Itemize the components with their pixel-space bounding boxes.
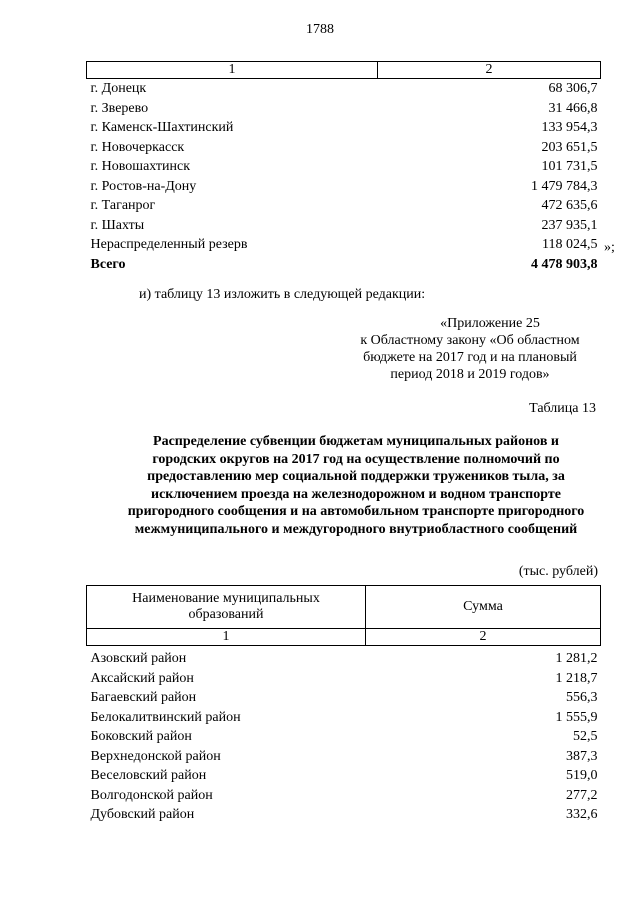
table-row xyxy=(87,138,601,158)
total-label: Всего xyxy=(90,256,126,272)
allocation-table-continued xyxy=(86,61,601,274)
table-header-row xyxy=(87,586,601,629)
column-number-row xyxy=(87,629,601,646)
row-value: 519,0 xyxy=(566,768,598,783)
total-value: 4 478 903,8 xyxy=(531,256,598,272)
row-name: Аксайский район xyxy=(90,670,194,686)
row-name: Белокалитвинский район xyxy=(90,709,241,725)
table-row xyxy=(87,708,601,728)
table-label: Таблица 13 xyxy=(529,401,596,416)
row-value: 277,2 xyxy=(566,787,598,803)
row-value: 387,3 xyxy=(566,748,598,764)
row-name: г. Зверево xyxy=(90,100,149,116)
column-number-1: 1 xyxy=(87,629,366,646)
heading-line: межмуниципального и междугородного внутриобластного сообщений xyxy=(134,521,578,537)
amendment-text: и) таблицу 13 изложить в следующей редакции: xyxy=(139,287,426,302)
units-label: (тыс. рублей) xyxy=(518,564,598,579)
row-name: г. Каменск-Шахтинский xyxy=(90,120,234,135)
row-value: 101 731,5 xyxy=(541,159,598,174)
row-name: Боковский район xyxy=(90,729,192,744)
column-number-2: 2 xyxy=(378,62,601,79)
table-row xyxy=(87,747,601,767)
column-number-1: 1 xyxy=(87,62,378,79)
row-name: Волгодонской район xyxy=(90,787,213,803)
row-name: г. Шахты xyxy=(90,217,145,233)
table-row xyxy=(87,669,601,689)
table-row xyxy=(87,727,601,747)
row-name: Дубовский район xyxy=(90,807,195,822)
header-line: Наименование муниципальных xyxy=(132,591,320,606)
table-row xyxy=(87,786,601,806)
subvention-table xyxy=(86,585,601,825)
row-name: г. Таганрог xyxy=(90,198,156,213)
heading-line: Распределение субвенции бюджетам муниципальных районов и xyxy=(153,434,559,449)
row-name: Нераспределенный резерв xyxy=(90,237,248,252)
table-row xyxy=(87,157,601,177)
row-value: 133 954,3 xyxy=(541,120,598,135)
column-header-sum: Сумма xyxy=(366,586,601,629)
row-value: 237 935,1 xyxy=(541,217,598,233)
heading-line: исключением проезда на железнодорожном и водном транспорте xyxy=(151,486,561,502)
row-value: 68 306,7 xyxy=(548,81,598,96)
heading-line: предоставлению мер социальной поддержки тружеников тыла, за xyxy=(147,469,565,485)
header-line: образований xyxy=(188,607,264,622)
row-name: г. Новошахтинск xyxy=(90,159,191,174)
row-name: г. Донецк xyxy=(90,81,147,96)
table-row xyxy=(87,216,601,236)
row-value: 472 635,6 xyxy=(541,198,598,213)
closing-quote: »; xyxy=(604,240,615,255)
table-header-row xyxy=(87,62,601,79)
table-row xyxy=(87,79,601,99)
column-number-2: 2 xyxy=(366,629,601,646)
total-row xyxy=(87,255,601,275)
page-number: 1788 xyxy=(306,22,334,37)
table-row xyxy=(87,196,601,216)
row-name: г. Ростов-на-Дону xyxy=(90,178,197,194)
appendix-line: к Областному закону «Об областном xyxy=(360,333,580,348)
table-row xyxy=(87,118,601,138)
row-name: Азовский район xyxy=(90,651,187,666)
table-heading xyxy=(96,433,616,539)
appendix-reference xyxy=(320,315,620,383)
heading-line: пригородного сообщения и на автомобильном транспорте пригородного xyxy=(127,504,585,520)
row-value: 52,5 xyxy=(573,729,598,744)
appendix-line: период 2018 и 2019 годов» xyxy=(390,367,550,382)
table-row xyxy=(87,688,601,708)
row-value: 1 218,7 xyxy=(555,670,598,686)
table-row xyxy=(87,235,601,255)
row-value: 31 466,8 xyxy=(548,100,598,116)
row-value: 1 479 784,3 xyxy=(531,178,598,194)
table-row xyxy=(87,766,601,786)
table-row xyxy=(87,805,601,825)
column-header-name xyxy=(87,586,366,629)
row-name: Верхнедонской район xyxy=(90,748,221,764)
row-value: 1 281,2 xyxy=(555,651,598,666)
row-value: 332,6 xyxy=(566,807,598,822)
row-value: 203 651,5 xyxy=(541,139,598,155)
appendix-line: бюджете на 2017 год и на плановый xyxy=(363,350,577,365)
row-value: 1 555,9 xyxy=(555,709,598,725)
row-name: Веселовский район xyxy=(90,768,207,783)
row-value: 556,3 xyxy=(566,690,598,705)
row-value: 118 024,5 xyxy=(542,237,598,252)
table-row xyxy=(87,177,601,197)
table-row xyxy=(87,99,601,119)
table-row xyxy=(87,649,601,669)
row-name: Багаевский район xyxy=(90,690,197,705)
appendix-line: «Приложение 25 xyxy=(440,316,540,331)
heading-line: городских округов на 2017 год на осуществление полномочий по xyxy=(152,451,560,467)
row-name: г. Новочеркасск xyxy=(90,139,185,155)
